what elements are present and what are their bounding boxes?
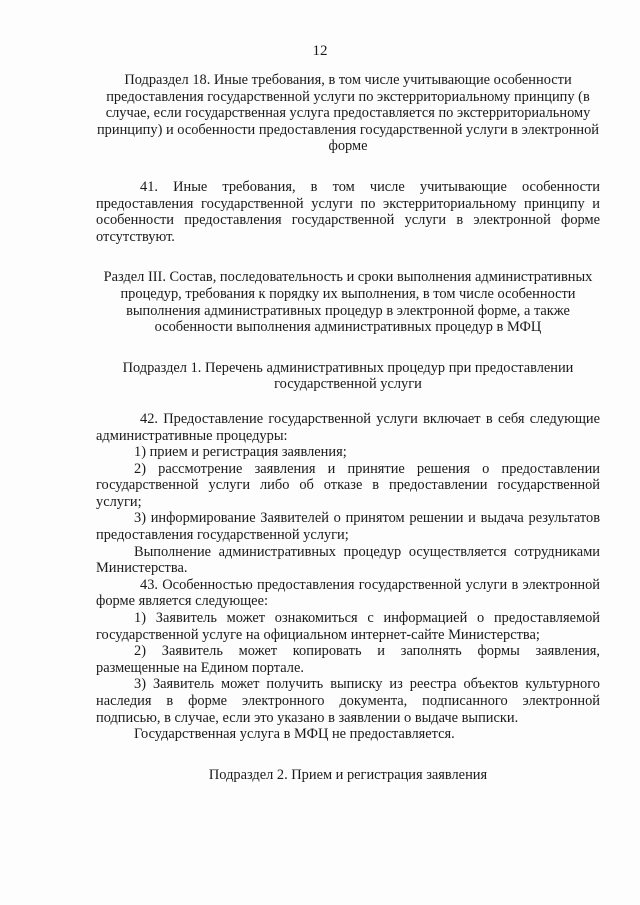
paragraph-43: 43. Особенностью предоставления государственной услуги в электронной форме является следующее: (96, 576, 600, 610)
list-item: 1) прием и регистрация заявления; (134, 444, 347, 461)
subsection-2-heading: Подраздел 2. Прием и регистрация заявления (208, 766, 488, 783)
list-item: 1) Заявитель может ознакомиться с информацией о предоставляемой государственной услуге на официальном интернет-сайте Министерства; (96, 610, 600, 643)
subsection-1-heading: Подраздел 1. Перечень административных процедур при предоставлении государственной услуги (122, 359, 574, 393)
performers-paragraph: Выполнение административных процедур осуществляется сотрудниками Министерства. (96, 543, 600, 577)
subsection-18-heading: Подраздел 18. Иные требования, в том числе учитывающие особенности предоставления государственной услуги по экстерриториальному принципу (в случае, если государственная услуга предоставляется по экстерриториальному принципу) и особенности предоставления государственной услуги в электронной форме (96, 72, 600, 155)
paragraph-42: 42. Предоставление государственной услуги включает в себя следующие административные процедуры: (96, 410, 600, 444)
mfc-note: Государственная услуга в МФЦ не предоставляется. (134, 726, 455, 743)
page-content (96, 72, 600, 783)
section-3-heading: Раздел III. Состав, последовательность и сроки выполнения административных процедур, требования к порядку их выполнения, в том числе особенности выполнения административных процедур в электронной форме, а также особенности выполнения административных процедур в МФЦ (103, 269, 593, 336)
list-item: 3) информирование Заявителей о принятом решении и выдача результатов предоставления государственной услуги; (96, 510, 600, 544)
page-number: 12 (312, 43, 328, 59)
list-item: 2) Заявитель может копировать и заполнять формы заявления, размещенные на Едином портале. (96, 643, 600, 676)
paragraph-41: 41. Иные требования, в том числе учитывающие особенности предоставления государственной услуги по экстерриториальному принципу и особенности предоставления государственной услуги в электронной форме отсутствуют. (96, 178, 600, 245)
list-item: 2) рассмотрение заявления и принятие решения о предоставлении государственной услуги либо об отказе в предоставлении государственной услуги; (96, 460, 600, 510)
list-item: 3) Заявитель может получить выписку из реестра объектов культурного наследия в форме электронного документа, подписанного электронной подписью, в случае, если это указано в заявлении о выдаче выписки. (96, 676, 600, 726)
